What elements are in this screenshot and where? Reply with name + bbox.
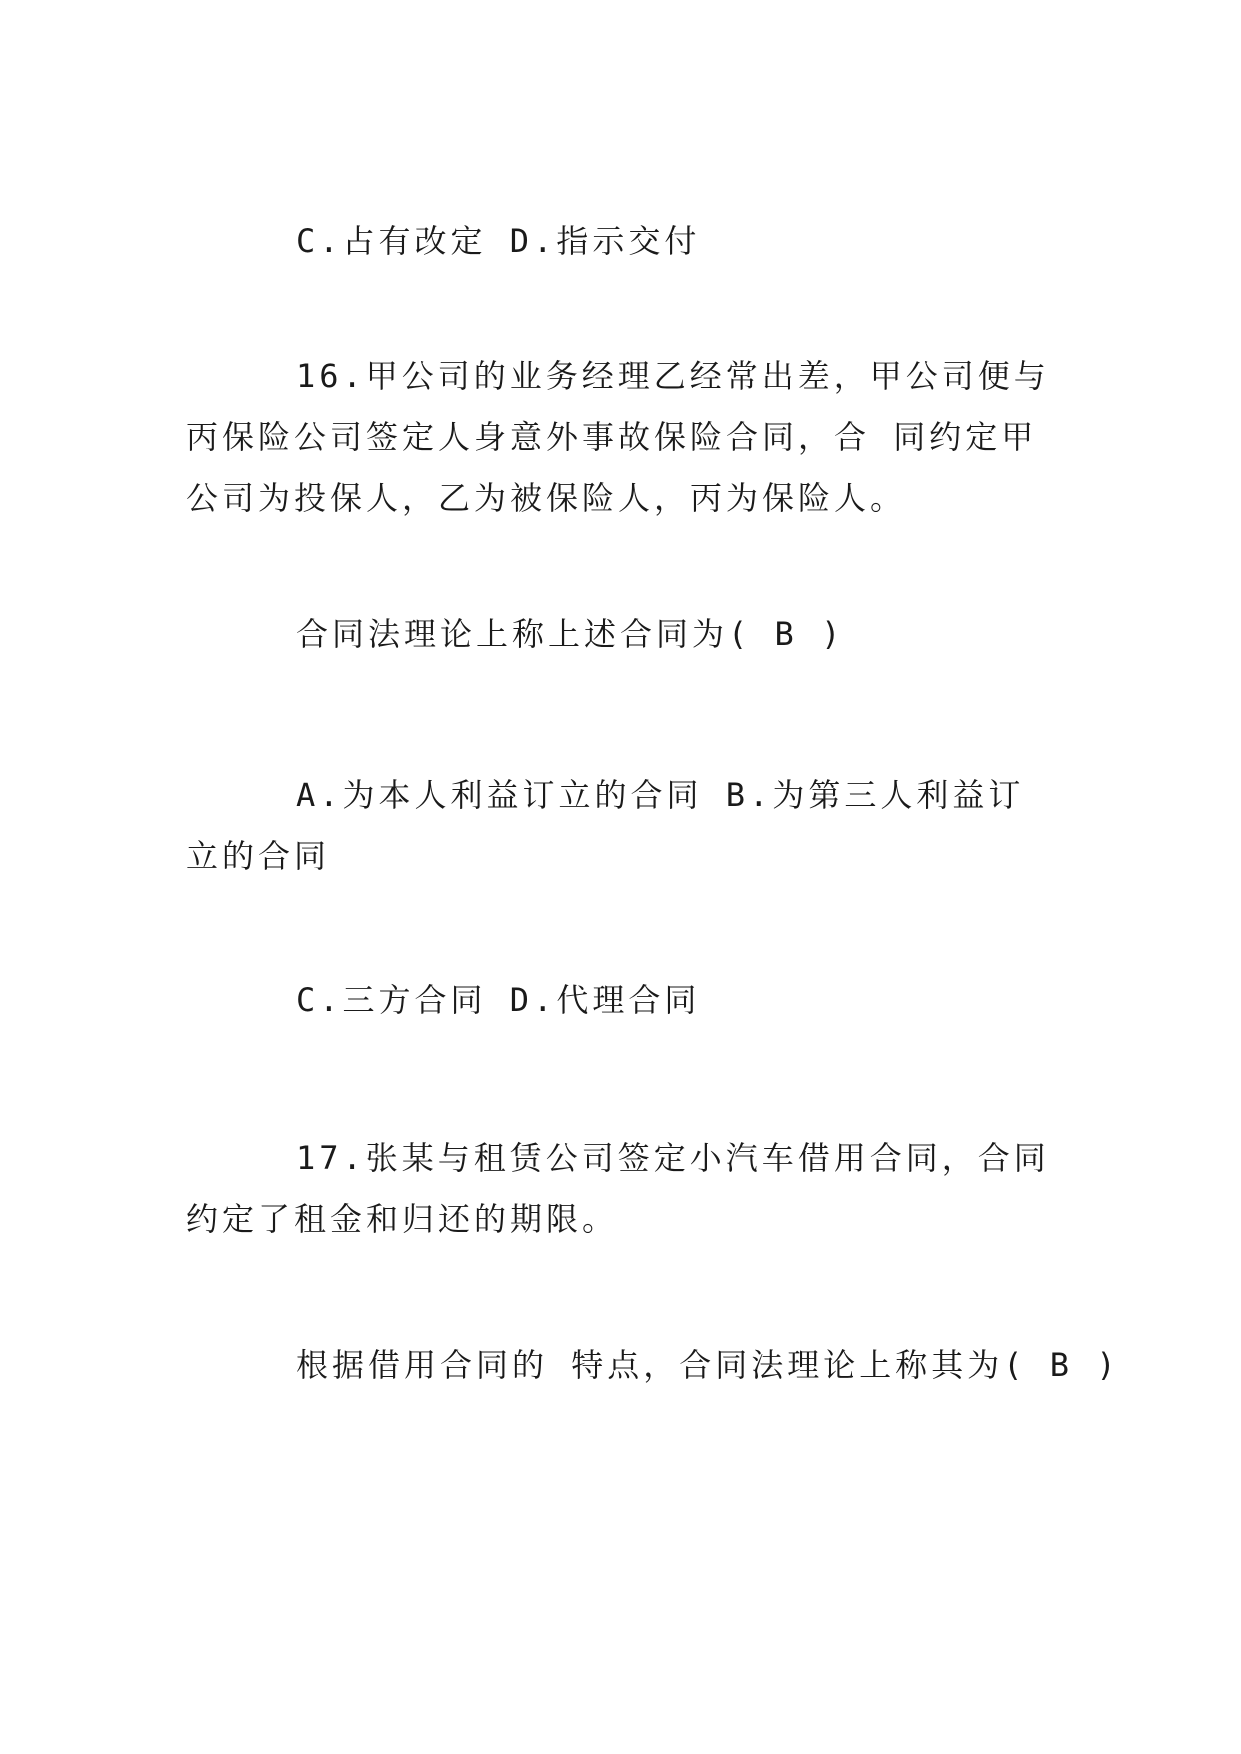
question-16-prompt: 合同法理论上称上述合同为( B ) bbox=[296, 615, 845, 653]
question-17-stem: 17.张某与租赁公司签定小汽车借用合同，合同约定了租金和归还的期限。 bbox=[186, 1139, 1050, 1238]
question-16-stem: 16.甲公司的业务经理乙经常出差，甲公司便与丙保险公司签定人身意外事故保险合同，合 同约定甲公司为投保人，乙为被保险人，丙为保险人。 bbox=[186, 357, 1050, 517]
question-16-options-a-b: A.为本人利益订立的合同 B.为第三人利益订立的合同 bbox=[186, 776, 1025, 875]
question-17-prompt: 根据借用合同的 特点，合同法理论上称其为( B ) bbox=[296, 1346, 1120, 1384]
question-15-options-c-d: C.占有改定 D.指示交付 bbox=[296, 222, 701, 260]
question-16-options-c-d: C.三方合同 D.代理合同 bbox=[296, 981, 701, 1019]
